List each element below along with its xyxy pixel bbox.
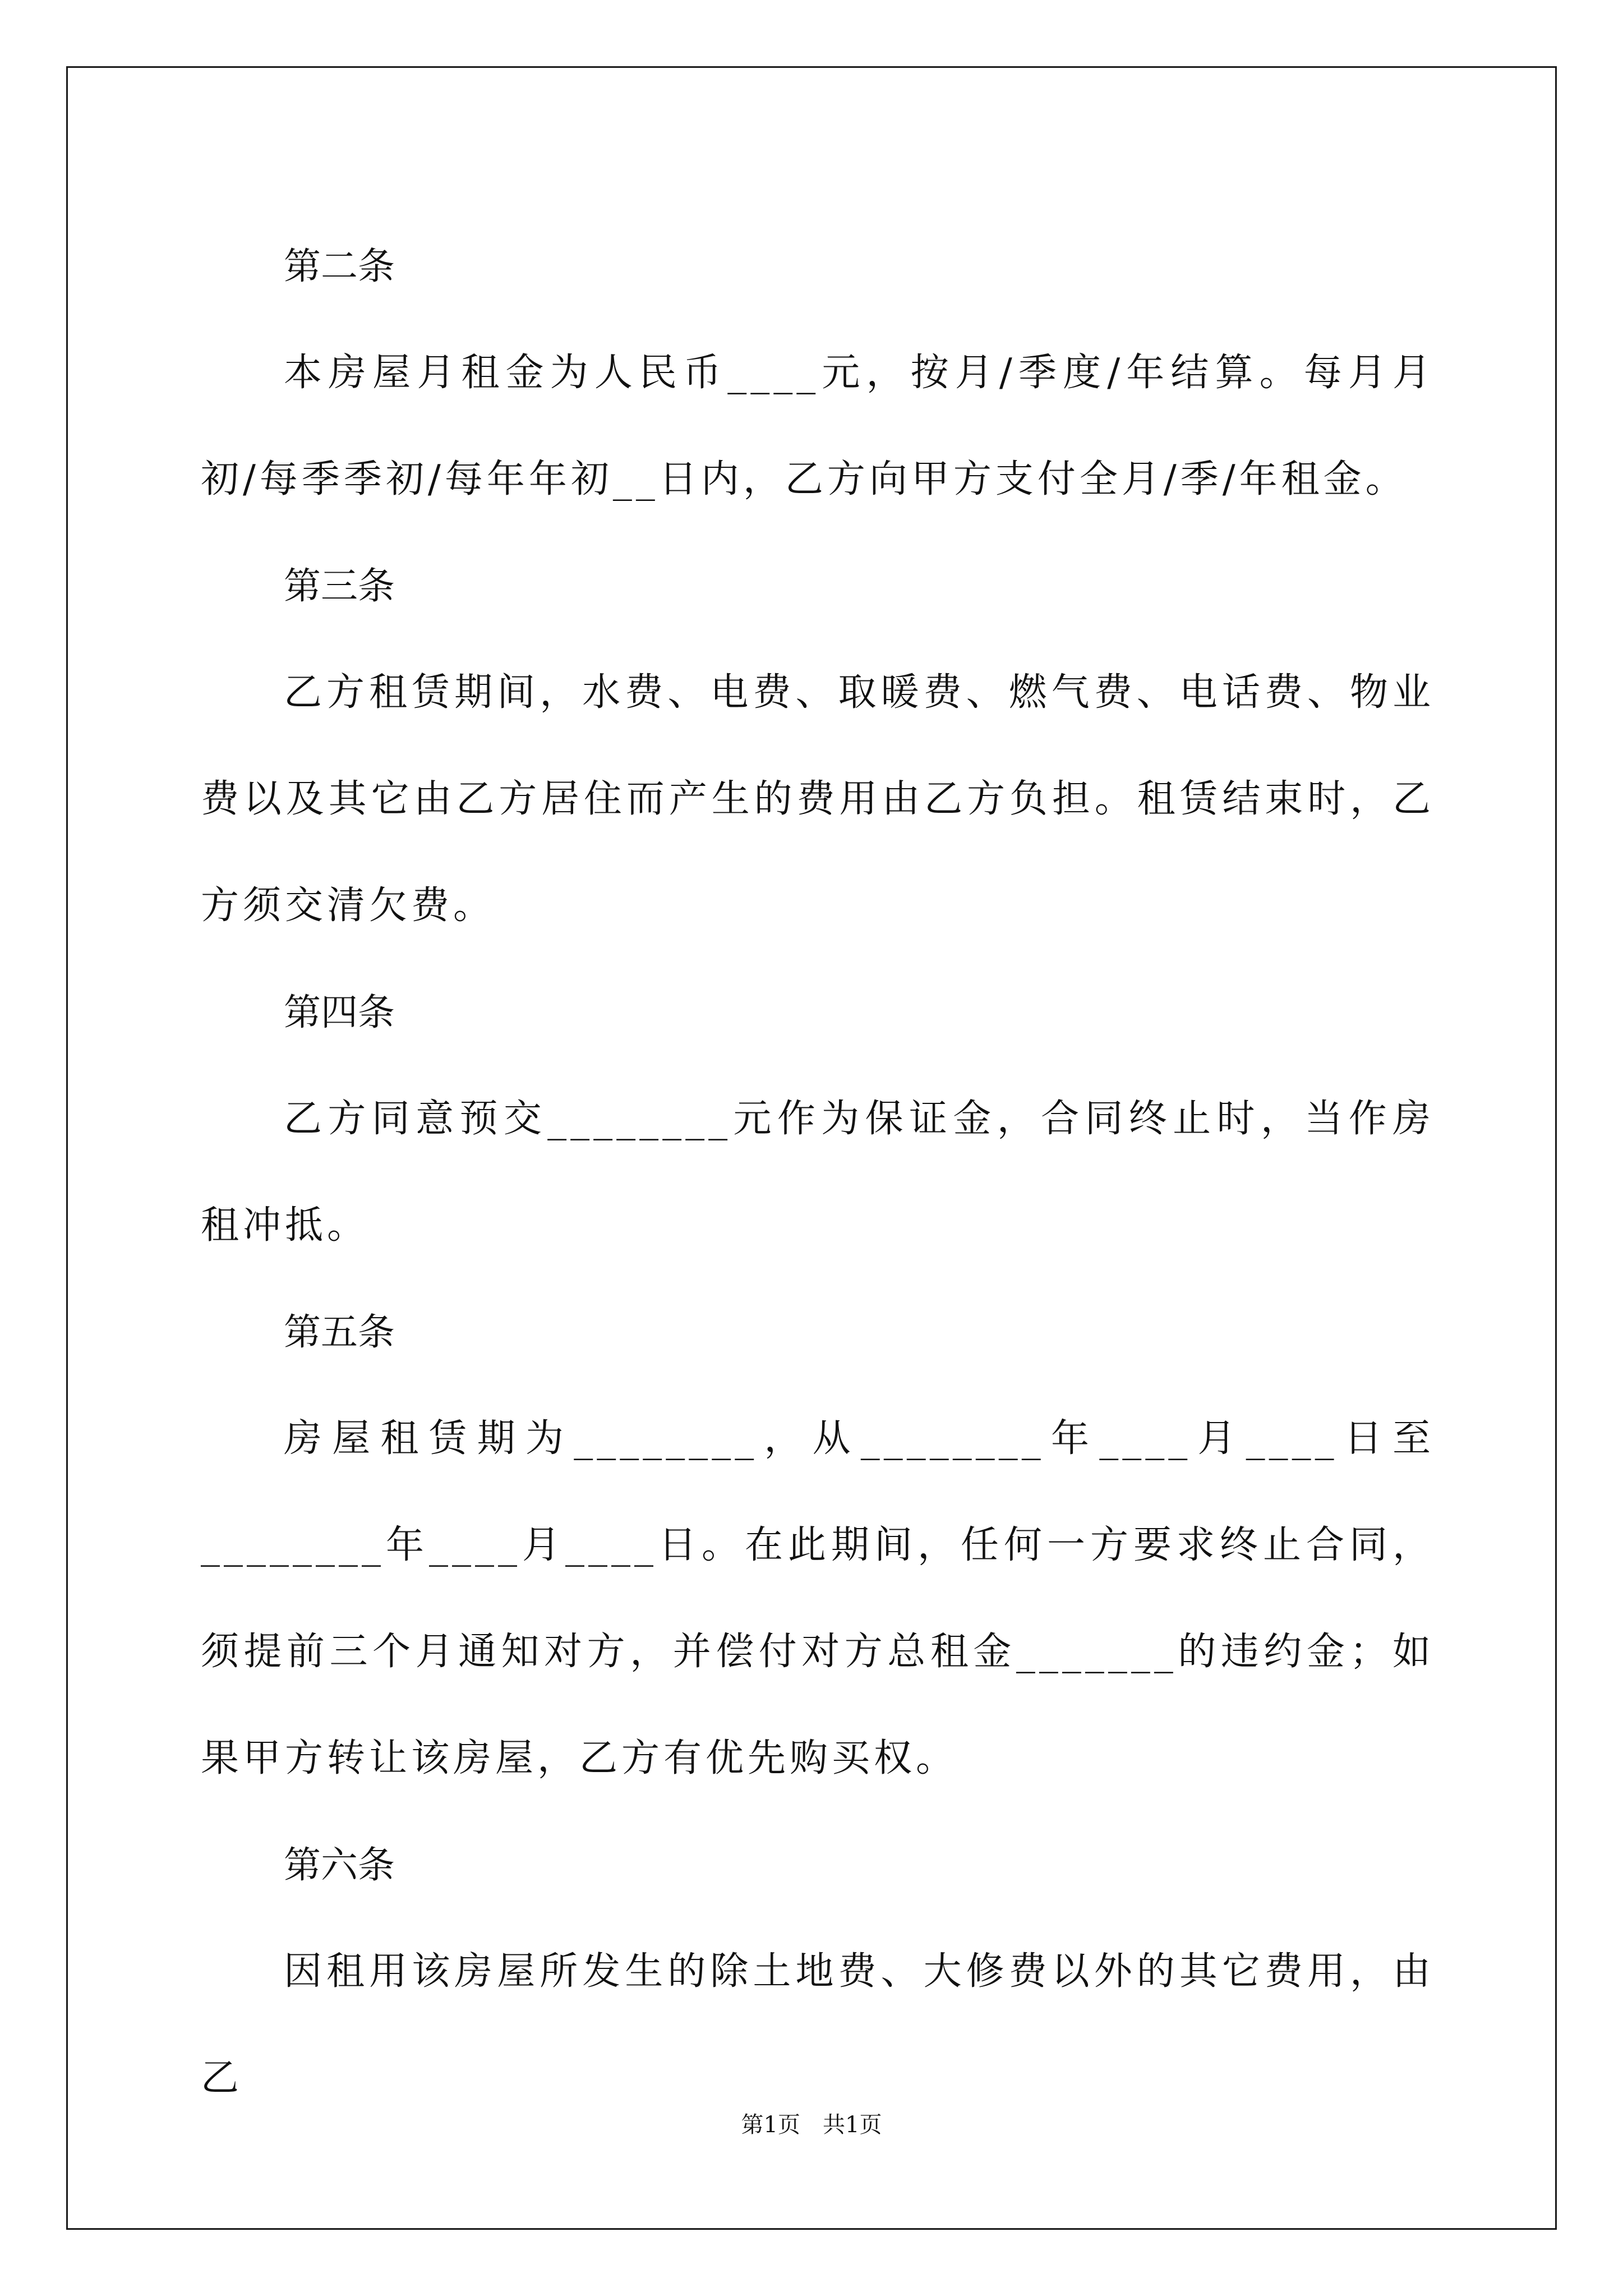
article-paragraph-5: 房屋租赁期为________，从________年____月____日至________年____月____日。在此期间，任何一方要求终止合同，须提前三个月通知对方，并偿付对方总租金_______的违约金；如果甲方转让该房屋，乙方有优先购买权。: [201, 1416, 1435, 1780]
document-body: [201, 213, 1435, 2132]
article-paragraph-3: 乙方租赁期间，水费、电费、取暖费、燃气费、电话费、物业费以及其它由乙方居住而产生的费用由乙方负担。租赁结束时，乙方须交清欠费。: [201, 670, 1435, 928]
page-number-footer: 第1页 共1页: [741, 2112, 882, 2138]
article-heading-3: 第三条: [284, 564, 395, 608]
article-heading-5: 第五条: [284, 1310, 395, 1354]
article-paragraph-6: 因租用该房屋所发生的除土地费、大修费以外的其它费用，由乙: [201, 1949, 1435, 2100]
article-paragraph-4: 乙方同意预交________元作为保证金，合同终止时，当作房租冲抵。: [201, 1097, 1435, 1248]
article-heading-2: 第二条: [284, 245, 395, 288]
article-paragraph-2: 本房屋月租金为人民币____元，按月/季度/年结算。每月月初/每季季初/每年年初__日内，乙方向甲方支付全月/季/年租金。: [201, 351, 1435, 501]
article-heading-4: 第四条: [284, 991, 395, 1034]
article-heading-6: 第六条: [284, 1843, 395, 1887]
